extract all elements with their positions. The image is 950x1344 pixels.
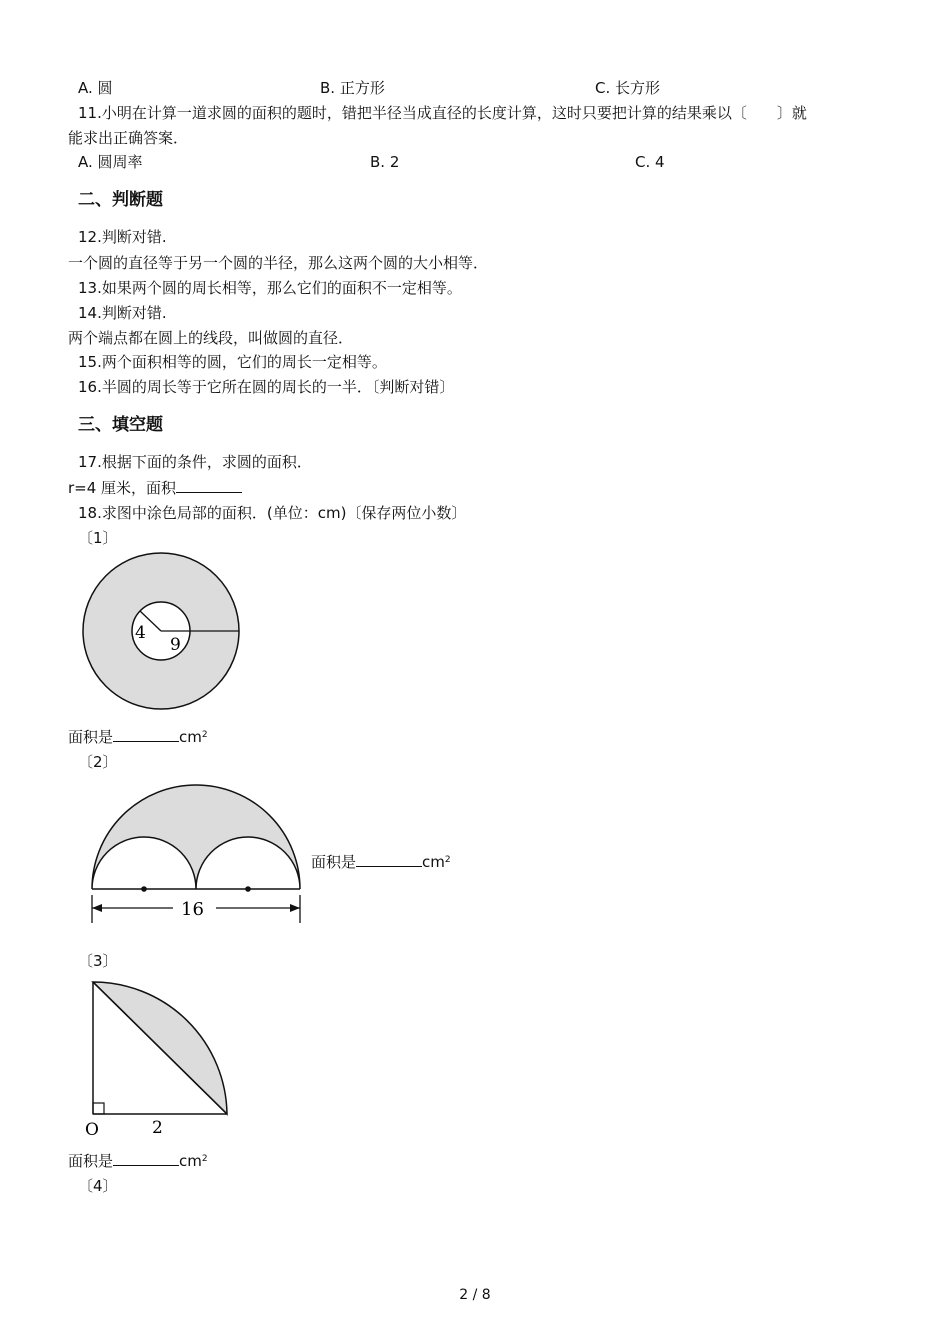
q11-option-a: A. 圆周率 <box>78 153 143 171</box>
figure-1-ring <box>80 550 244 714</box>
figure-2-semicircles <box>88 780 308 930</box>
answer-blank[interactable] <box>356 852 422 867</box>
fig1-inner-label: 4 <box>135 623 146 643</box>
q18-title: 18.求图中涂色局部的面积．(单位：cm)〔保存两位小数〕 <box>78 504 467 522</box>
q12-body: 一个圆的直径等于另一个圆的半径，那么这两个圆的大小相等． <box>68 254 489 272</box>
answer-blank[interactable] <box>176 478 242 493</box>
part3-area: 面积是 $cm^2$ <box>68 1152 208 1170</box>
part3-label: 〔3〕 <box>78 952 118 970</box>
fig1-outer-label: 9 <box>170 635 181 655</box>
part1-label: 〔1〕 <box>78 529 118 547</box>
q14-title: 14.判断对错. <box>78 304 167 322</box>
q10-option-a: A. 圆 <box>78 79 113 97</box>
page-number: 2 / 8 <box>459 1287 491 1303</box>
answer-blank[interactable] <box>113 1151 179 1166</box>
fig2-width-label: 16 <box>181 899 204 920</box>
part4-label: 〔4〕 <box>78 1177 118 1195</box>
big-semicircle-shaded <box>92 785 300 889</box>
figure-3-quarter-circle <box>84 978 234 1143</box>
q11-option-b: B. 2 <box>370 153 400 171</box>
q11-line1: 11.小明在计算一道求圆的面积的题时，错把半径当成直径的长度计算，这时只要把计算的结果乘以〔 〕就 <box>78 104 807 122</box>
q15-text: 15.两个面积相等的圆，它们的周长一定相等。 <box>78 353 387 371</box>
q12-title: 12.判断对错. <box>78 228 167 246</box>
answer-blank[interactable] <box>113 727 179 742</box>
part2-area: 面积是 $cm^2$ <box>311 853 451 871</box>
part1-area: 面积是 $cm^2$ <box>68 728 208 746</box>
q10-option-b: B. 正方形 <box>320 79 385 97</box>
q17-title: 17.根据下面的条件，求圆的面积． <box>78 453 312 471</box>
part2-label: 〔2〕 <box>78 753 118 771</box>
fig3-side-label: 2 <box>152 1118 163 1138</box>
section2-title: 二、判断题 <box>78 190 163 210</box>
q16-text: 16.半圆的周长等于它所在圆的周长的一半．〔判断对错〕 <box>78 378 455 396</box>
q13-text: 13.如果两个圆的周长相等，那么它们的面积不一定相等。 <box>78 279 462 297</box>
q10-option-c: C. 长方形 <box>595 79 661 97</box>
section3-title: 三、填空题 <box>78 415 163 435</box>
q17-body: r=4 厘米，面积 <box>68 478 242 498</box>
q11-line2: 能求出正确答案． <box>68 129 189 147</box>
q11-option-c: C. 4 <box>635 153 665 171</box>
q14-body: 两个端点都在圆上的线段，叫做圆的直径． <box>68 329 354 347</box>
fig3-origin-label: O <box>85 1120 99 1140</box>
